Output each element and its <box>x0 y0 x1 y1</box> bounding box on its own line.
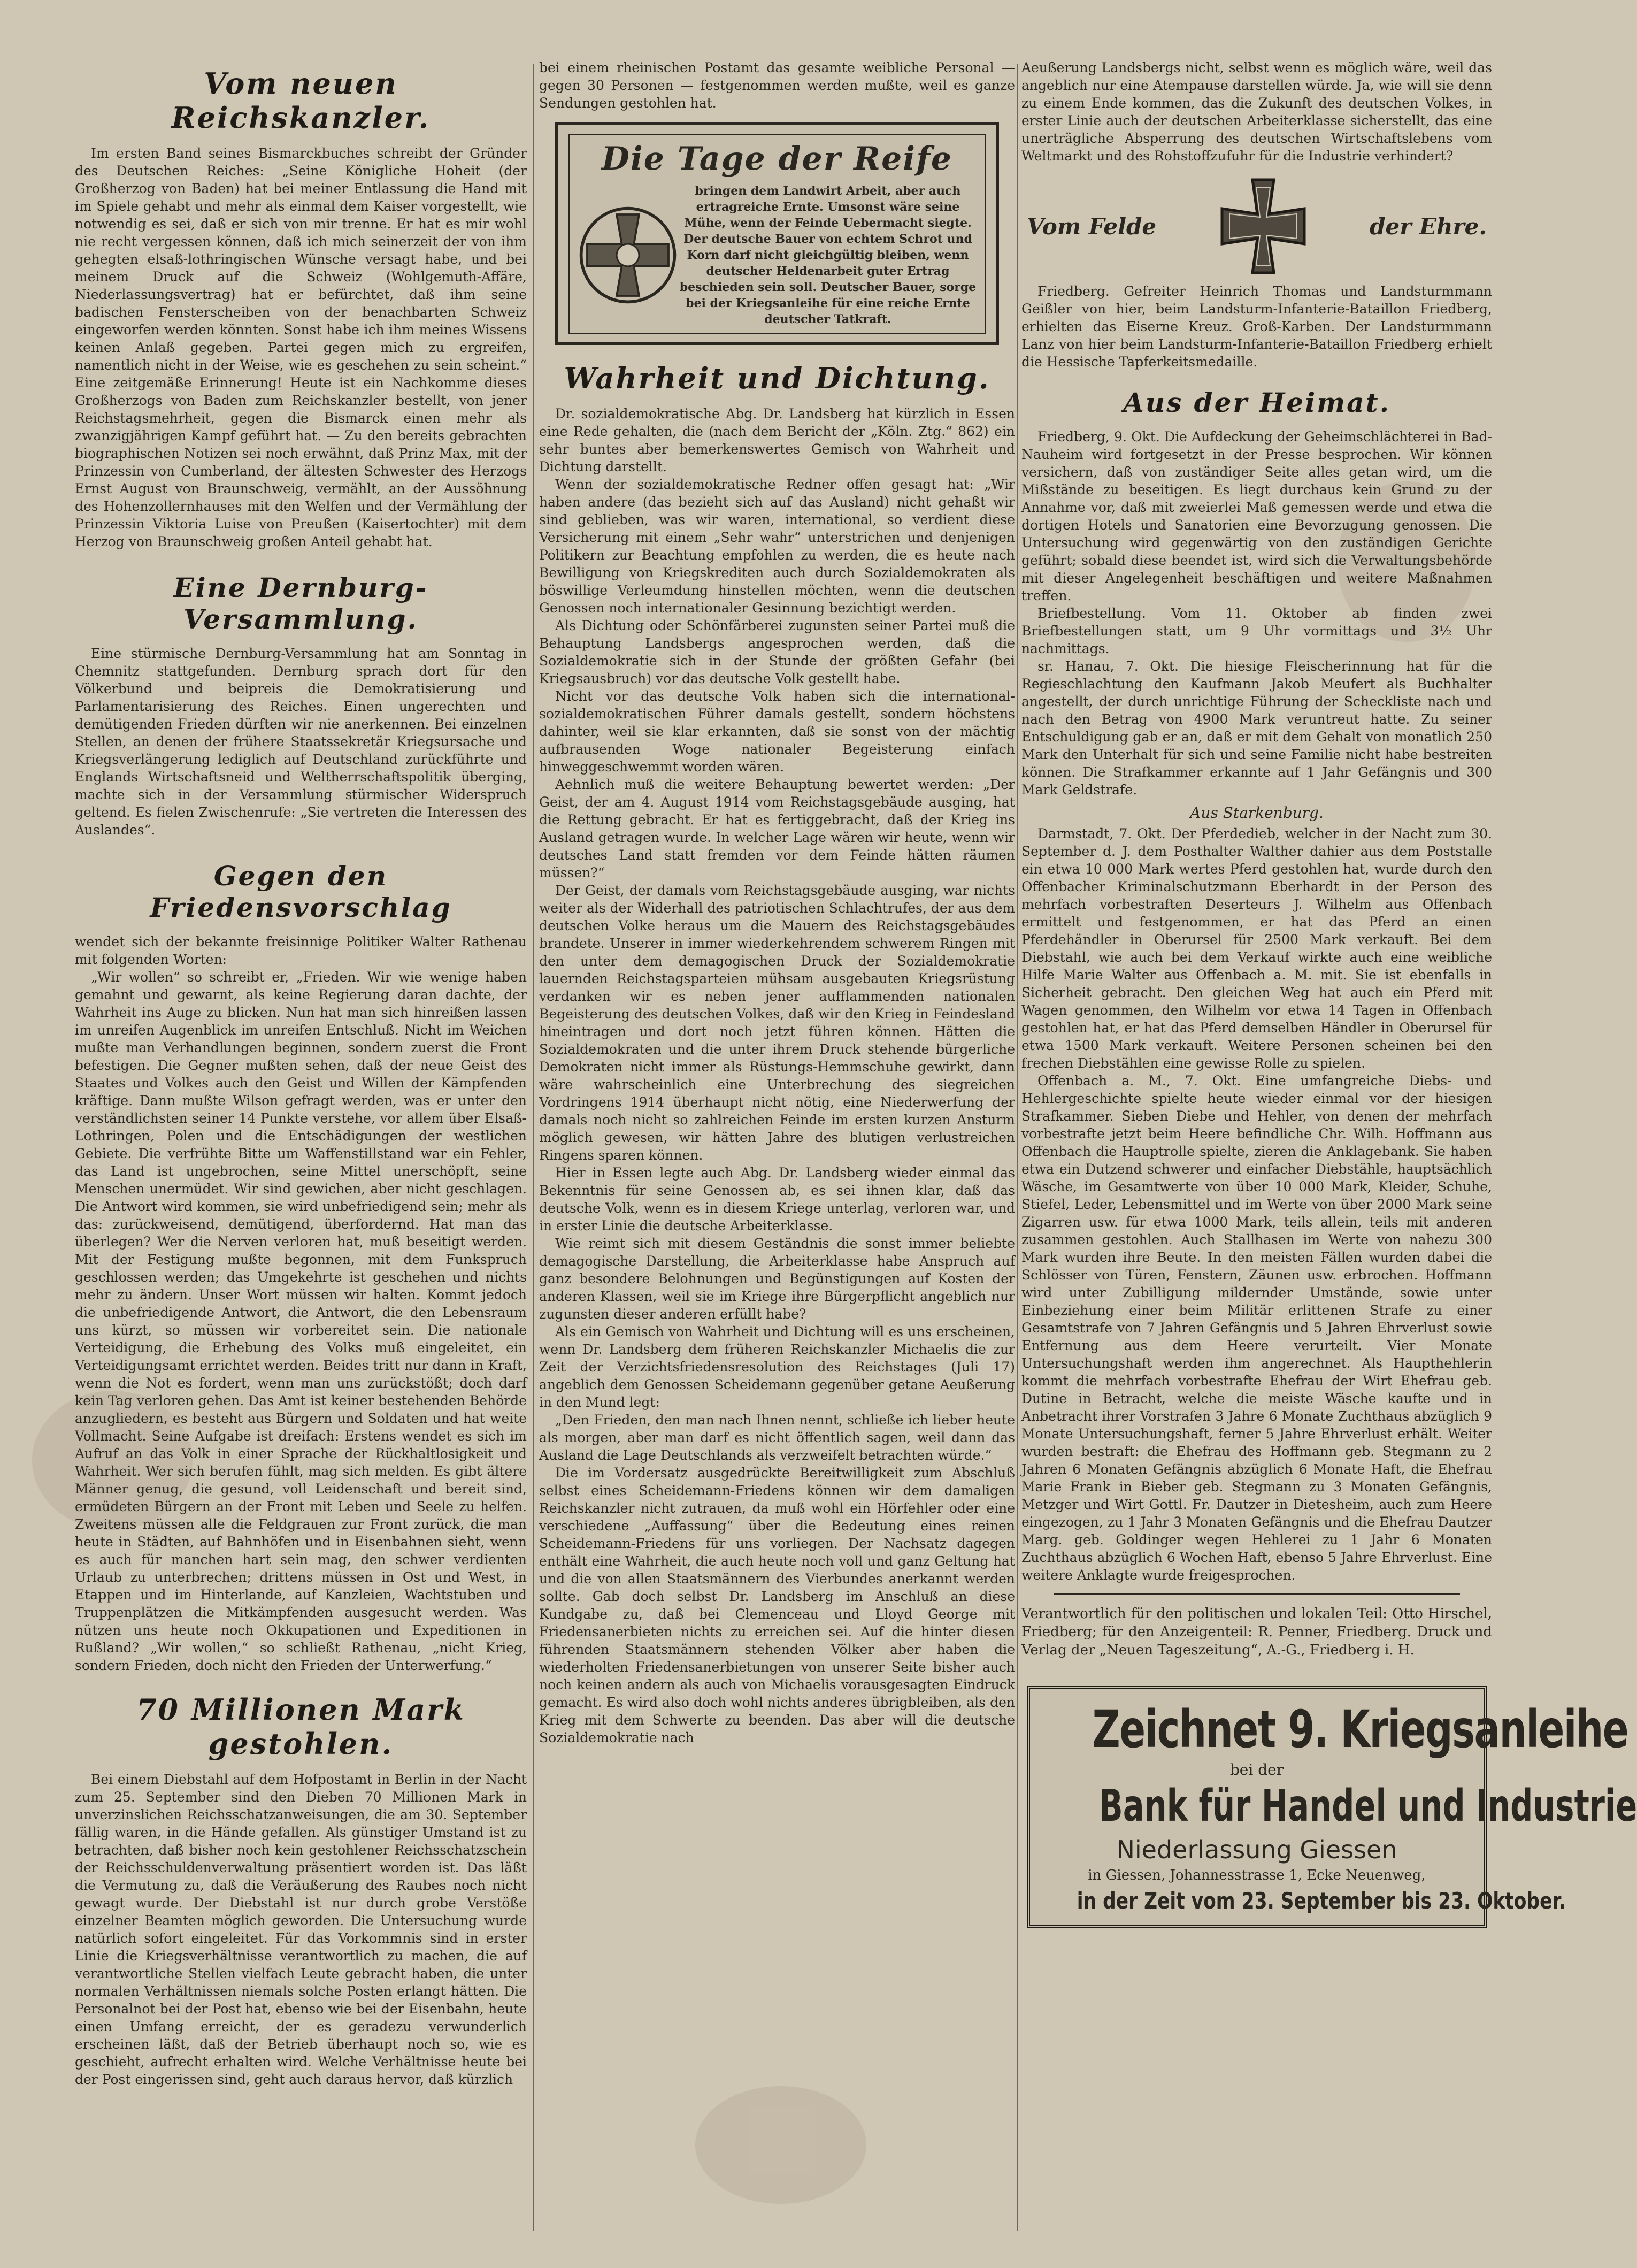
article-text-wahrheit-6: Der Geist, der damals vom Reichstagsgebäude ausging, war nichts weiter als der Widerhall des patriotischen Schlachtrufes, der aus dem deutschen Volke heraus um die Mauern des Reichstagsgebäudes brandete. Unserer in immer wiederkehrendem schwerem Ringen mit den unter dem demagogischen Druck der Sozialdemokratie lauernden Reichstagsparteien mühsam ausgebauten Kriegsrüstung verdanken wir es neben jener aufflammenden nationalen Begeisterung des deutschen Volkes, daß wir den Krieg in Feindesland hineintragen und dort noch jetzt führen können. Hätten die Sozialdemokraten und die unter ihrem Druck stehende bürgerliche Demokraten nicht immer als Rüstungs-Hemmschuhe gewirkt, dann wäre wahrscheinlich eine Unterbrechung des siegreichen Vordringens 1914 überhaupt nicht nötig, eine Niederwerfung der damals noch nicht so zahlreichen Feinde im ersten kurzen Ansturm möglich gewesen, wir hätten Jahre des blutigen verlustreichen Ringens sparen können. <box>539 883 1015 1163</box>
bank-ad-branch: Niederlassung Giessen <box>1116 1835 1397 1864</box>
section-title-heimat: Aus der Heimat. <box>1123 387 1391 418</box>
bank-ad-bei-der: bei der <box>1229 1761 1284 1779</box>
column-1 <box>75 59 527 2231</box>
section-title-left: Vom Felde <box>1027 213 1157 240</box>
article-text-wahrheit-7: Hier in Essen legte auch Abg. Dr. Landsberg wieder einmal das Bekenntnis für seine Genossen ab, es sei ihnen klar, daß das deutsche Volk, wenn es in diesem Kriege unterlag, verloren war, und in erster Linie die deutsche Arbeiterklasse. <box>539 1165 1015 1233</box>
column-rule-2 <box>1017 64 1018 2231</box>
article-text-wahrheit-2: Wenn der sozialdemokratische Redner offen gesagt hat: „Wir haben andere (das bezieht sich auf das Ausland) nicht gehaßt wir sind geblieben, was wir waren, international, so verdient diese Versicherung mit einem „Sehr wahr“ unterstrichen und denjenigen Politikern zur Beachtung empfohlen zu werden, die es heute nach Bewilligung von Kriegskrediten auch durch Sozialdemokraten als böswillige Verleumdung hinstellen möchten, wenn die deutschen Genossen noch internationaler Gesinnung bezichtigt werden. <box>539 477 1015 616</box>
iron-cross-seal-icon <box>577 204 679 306</box>
article-text-friedensvorschlag: „Wir wollen“ so schreibt er, „Frieden. Wir wie wenige haben gemahnt und gewarnt, als keine Regierung daran dachte, der Wahrheit ins Auge zu blicken. Nun hat man sich hinreißen lassen im unreifen Augenblick im unreifen Entschluß. Nicht im Weichen mußte man Verhandlungen beginnen, sondern zuerst die Front befestigen. Die Gegner mußten sehen, daß der neue Geist des Staates und Volkes auch den Geist und Willen der Kämpfenden kräftige. Dann mußte Wilson gefragt werden, was er unter den verständlichsten seiner 14 Punkte verstehe, vor allem über Elsaß-Lothringen, Polen und die Entschädigungen der westlichen Gebiete. Die verfrühte Bitte um Waffenstillstand war ein Fehler, das Land ist ungebrochen, seine Mittel unerschöpft, seine Menschen unermüdet. Wir sind gewichen, aber nicht geschlagen. Die Antwort wird kommen, sie wird unbefriedigend sein; mehr als das: zurückweisend, demütigend, überfordernd. Hat man das überlegen? Wer die Nerven verloren hat, muß beseitigt werden. Mit der Festigung mußte begonnen, mit dem Funkspruch geschlossen werden; das Umgekehrte ist geschehen und nichts mehr zu ändern. Unser Wort müssen wir halten. Kommt jedoch die unbefriedigende Antwort, die Antwort, die den Lebensraum uns kürzt, so müssen wir vorbereitet sein. Die nationale Verteidigung, die Erhebung des Volks muß eingeleitet, ein Verteidigungsamt errichtet werden. Beides tritt nur dann in Kraft, wenn die Not es fordert, wenn man uns zurückstößt; doch darf kein Tag verloren gehen. Das Amt ist keiner bestehenden Behörde anzugliedern, es besteht aus Bürgern und Soldaten und hat weite Vollmacht. Seine Aufgabe ist dreifach: Erstens wendet es sich im Aufruf an das Volk in einer Sprache der Rückhaltlosigkeit und Wahrheit. Wer sich berufen fühlt, mag sich melden. Es gibt ältere Männer genug, die gesund, voll Leidenschaft und bereit sind, ermüdeten Bürgern an der Front mit Leben und Seele zu helfen. Zweitens müssen alle die Feldgrauen zur Front zurück, die man heute in Städten, auf Bahnhöfen und in Eisenbahnen sieht, wenn es auch für manchen hart sein mag, den schwer verdienten Urlaub zu unterbrechen; drittens müssen in Ost und West, in Etappen und im Hinterlande, auf Kanzleien, Wachtstuben und Truppenplätzen die Mitkämpfenden ausgesucht werden. Was nützen uns heute noch Okkupationen und Expeditionen in Rußland? „Wir wollen,“ so schließt Rathenau, „nicht Krieg, sondern Frieden, doch nicht den Frieden der Unterwerfung.“ <box>75 969 527 1673</box>
article-title-dernburg: Eine Dernburg-Versammlung. <box>173 572 428 635</box>
bank-war-bond-ad <box>1027 1686 1637 1928</box>
imprint: Verantwortlich für den politischen und lokalen Teil: Otto Hirschel, Friedberg; für den Anzeigenteil: R. Penner, Friedberg. Druck und Verlag der „Neuen Tageszeitung“, A.-G., Friedberg i. H. <box>1021 1606 1492 1658</box>
local-news-friedberg: Friedberg, 9. Okt. Die Aufdeckung der Geheimschlächterei in Bad-Nauheim wird fortgesetzt in der Presse besprochen. Wir können versichern, daß von zuständiger Seite alles getan wird, um die Mißstände zu beseitigen. Es liegt durchaus kein Grund zu der Annahme vor, daß mit zweierlei Maß gemessen werde und etwa die dortigen Hotels und Sanatorien eine Bevorzugung genossen. Die Untersuchung wird gegenwärtig von den zuständigen Gerichte geführt; sobald diese beendet ist, wird sich die Verwaltungsbehörde mit dieser Angelegenheit beschäftigen und weitere Maßnahmen treffen. <box>1021 429 1492 603</box>
article-text-wahrheit-8: Wie reimt sich mit diesem Geständnis die sonst immer beliebte demagogische Darstellung, die Arbeiterklasse habe Anspruch auf ganz besondere Belohnungen und Begünstigungen auf Kosten der anderen Klassen, weil sie im Kriege ihre Bürgerpflicht angeblich nur zugunsten dieser anderen erfüllt habe? <box>539 1236 1015 1322</box>
article-text-wahrheit-1: Dr. sozialdemokratische Abg. Dr. Landsberg hat kürzlich in Essen eine Rede gehalten, die (nach dem Bericht der „Köln. Ztg.“ 862) ein sehr buntes aber bemerkenswertes Gemisch von Wahrheit und Dichtung darstellt. <box>539 406 1015 474</box>
article-title-reichskanzler: Vom neuen Reichskanzler. <box>171 66 431 135</box>
article-text-wahrheit-3: Als Dichtung oder Schönfärberei zugunsten seiner Partei muß die Behauptung Landsbergs angesprochen werden, daß die Sozialdemokratie sich in der Stunde der größten Gefahr (bei Kriegsausbruch) vor das deutsche Volk gestellt habe. <box>539 618 1015 686</box>
article-text-reichskanzler: Im ersten Band seines Bismarckbuches schreibt der Gründer des Deutschen Reiches: „Seine Königliche Hoheit (der Großherzog von Baden) hat bei meiner Entlassung die Hand mit im Spiele gehabt und mehr als einmal dem Kaiser vorgestellt, wie notwendig es sei, daß er sich von mir trenne. Er hat es mir wohl nie recht vergessen können, daß ich mich seinerzeit der von ihm gehegten elsaß-lothringischen Wünsche versagt habe, und bei meinem Druck auf die Schweiz (Wohlgemuth-Affäre, Niederlassungsvertrag) hat er befürchtet, daß ihm seine badischen Fensterscheiben von der benachbarten Schweiz eingeworfen werden könnten. Sonst habe ich ihm meines Wissens keinen Anlaß gegeben. Partei gegen mich zu ergreifen, namentlich nicht in der Weise, wie es geschehen zu sein scheint.“ Eine zeitgemäße Erinnerung! Heute ist ein Nachkomme dieses Großherzogs von Baden zum Reichskanzler bestellt, von jener Reichstagsmehrheit, gegen die Bismarck einen mehr als zwanzigjährigen Kampf geführt hat. — Zu den bereits gebrachten biographischen Notizen sei noch erwähnt, daß Prinz Max, mit der Prinzessin von Cumberland, der ältesten Schwester des Herzogs Ernst August von Braunschweig, vermählt, an der Aussöhnung des Hohenzollernhauses mit den Welfen und der Vermählung der Prinzessin Viktoria Luise von Preußen (Kaisertochter) mit dem Herzog von Braunschweig großen Anteil gehabt hat. <box>75 145 527 549</box>
article-text-wahrheit-4: Nicht vor das deutsche Volk haben sich die international-sozialdemokratischen Führer damals gestellt, sondern höchstens dahinter, weil sie klar erkannten, daß sie sonst von der mächtig aufbrausenden Woge nationaler Begeisterung einfach hinweggeschwemmt worden wären. <box>539 688 1015 775</box>
bank-ad-headline: Zeichnet 9. Kriegsanleihe <box>1092 1699 1628 1759</box>
bank-ad-address: in Giessen, Johannesstrasse 1, Ecke Neuenweg, <box>1088 1867 1426 1883</box>
article-text-wahrheit-5: Aehnlich muß die weitere Behauptung bewertet werden: „Der Geist, der am 4. August 1914 vom Reichstagsgebäude ausging, hat die Rettung gebracht. Er hat es fertiggebracht, daß der Krieg ins Ausland getragen wurde. In welcher Lage wären wir heute, wenn wir deutsches Land statt fremden vor dem Feinde hätten räumen müssen?“ <box>539 777 1015 880</box>
bank-ad-bank-name: Bank für Handel und Industrie <box>1098 1781 1637 1832</box>
section-title-vom-felde <box>1027 175 1487 277</box>
local-news-hanau: sr. Hanau, 7. Okt. Die hiesige Fleischerinnung hat für die Regieschlachtung den Kaufmann Jakob Meufert als Buchhalter angestellt, der durch unrichtige Führung der Scheckliste nach und nach den Betrag von 4900 Mark veruntreut hatte. Zu seiner Entschuldigung gab er an, daß er mit dem Gehalt von monatlich 250 Mark den Unterhalt für sich und seine Familie nicht habe bestreiten können. Die Strafkammer erkannte auf 1 Jahr Gefängnis und 300 Mark Geldstrafe. <box>1021 658 1492 798</box>
article-text-wahrheit-9: Als ein Gemisch von Wahrheit und Dichtung will es uns erscheinen, wenn Dr. Landsberg dem früheren Reichskanzler Michaelis die zur Zeit der Verzichtsfriedensresolution des Reichstages (Juli 17) angeblich dem Genossen Scheidemann gegenüber getane Aeußerung in den Mund legt: <box>539 1324 1015 1410</box>
subsection-starkenburg: Aus Starkenburg. <box>1190 804 1324 822</box>
ad-text: bringen dem Landwirt Arbeit, aber auch ertragreiche Ernte. Umsonst wäre seine Mühe, wenn der Feinde Uebermacht siegte. Der deutsche Bauer von echtem Schrot und Korn darf nicht gleichgültig bleiben, wenn deutscher Heldenarbeit guter Ertrag beschieden sein soll. Deutscher Bauer, sorge bei der Kriegsanleihe für eine reiche Ernte deutscher Tatkraft. <box>679 184 977 326</box>
article-text-wahrheit-10: „Den Frieden, den man nach Ihnen nennt, schließe ich lieber heute als morgen, aber man darf es nicht öffentlich sagen, weil dann das Ausland die Lage Deutschlands als verzweifelt betrachten würde.“ <box>539 1412 1015 1463</box>
war-bond-ad-reife <box>555 122 999 345</box>
article-text-wahrheit-11: Die im Vordersatz ausgedrückte Bereitwilligkeit zum Abschluß selbst eines Scheidemann-Friedens können wir dem damaligen Reichskanzler nicht zutrauen, da muß wohl ein Hörfehler oder eine verschiedene „Auffassung“ über die Bedeutung eines reinen Scheidemann-Friedens für uns vorliegen. Der Nachsatz dagegen enthält eine Wahrheit, die auch heute noch voll und ganz Geltung hat und die von allen Staatsmännern des Vierbundes anerkannt werden sollte. Gab doch selbst Dr. Landsberg im Anschluß an diese Kundgabe zu, daß bei Clemenceau und Lloyd George mit Friedensanerbieten nichts zu erreichen sei. Auf die hinter diesen führenden Staatsmännern stehenden Völker aber haben die wiederholten Friedensanerbietungen von unserer Seite bisher auch noch keinen andern als auch von Michaelis vorausgesagten Eindruck gemacht. Es wird also doch wohl nichts anderes übrigbleiben, als den Krieg mit dem Schwerte zu beenden. Das aber will die deutsche Sozialdemokratie nach <box>539 1465 1015 1745</box>
article-intro-friedensvorschlag: wendet sich der bekannte freisinnige Politiker Walter Rathenau mit folgenden Worten: <box>75 934 527 967</box>
local-news-briefbestellung: Briefbestellung. Vom 11. Oktober ab finden zwei Briefbestellungen statt, um 9 Uhr vormittags und 3½ Uhr nachmittags. <box>1021 606 1492 656</box>
column-rule-1 <box>533 64 534 2231</box>
ad-title: Die Tage der Reife <box>601 140 953 178</box>
article-title-friedensvorschlag: Gegen den Friedensvorschlag <box>150 860 452 923</box>
section-title-right: der Ehre. <box>1370 213 1487 240</box>
continued-text-post: bei einem rheinischen Postamt das gesamte weibliche Personal — gegen 30 Personen — festgenommen werden mußte, weil es ganze Sendungen gestohlen hat. <box>539 60 1015 111</box>
continued-text-landsberg: Aeußerung Landsbergs nicht, selbst wenn es möglich wäre, weil das angeblich nur eine Atempause darstellen würde. Ja, wie will sie denn zu einem Ende kommen, das die Zukunft des deutschen Volkes, in erster Linie auch der deutschen Arbeiterklasse sicherstellt, das eine unerträgliche Absperrung des deutschen Wirtschaftslebens vom Weltmarkt und des Rohstoffzufuhr für die Industrie verhindert? <box>1021 60 1492 164</box>
article-title-wahrheit: Wahrheit und Dichtung. <box>564 361 990 395</box>
article-text-70-millionen: Bei einem Diebstahl auf dem Hofpostamt in Berlin in der Nacht zum 25. September sind den Dieben 70 Millionen Mark in unverzinslichen Reichsschatzanweisungen, die am 30. September fällig waren, in die Hände gefallen. Als günstiger Umstand ist zu betrachten, daß bisher noch kein gestohlener Reichsschatzschein der Reichsschuldenverwaltung präsentiert worden ist. Das läßt die Vermutung zu, daß die Veräußerung des Raubes noch nicht gewagt wurde. Der Diebstahl ist nur durch grobe Verstöße einzelner Beamten möglich geworden. Die Untersuchung wurde natürlich sofort eingeleitet. Für das Vorkommnis sind in erster Linie die Kriegsverhältnisse verantwortlich zu machen, die auf verantwortliche Stellen vielfach Leute gebracht haben, die unter normalen Verhältnissen niemals solche Posten erlangt hätten. Die Personalnot bei der Post hat, ebenso wie bei der Eisenbahn, heute einen Umfang erreicht, der es geradezu verwunderlich erscheinen läßt, daß der Betrieb überhaupt noch so, wie es geschieht, aufrecht erhalten wird. Welche Verhältnisse heute bei der Post eingerissen sind, geht auch daraus hervor, daß kürzlich <box>75 1772 527 2087</box>
column-2 <box>539 59 1015 2231</box>
column-3 <box>1021 59 1637 2231</box>
bank-ad-period: in der Zeit vom 23. September bis 23. Oktober. <box>1077 1888 1566 1914</box>
divider <box>1054 1593 1460 1595</box>
article-text-vom-felde: Friedberg. Gefreiter Heinrich Thomas und Landsturmmann Geißler von hier, beim Landsturm-Infanterie-Bataillon Friedberg, erhielten das Eiserne Kreuz. Groß-Karben. Der Landsturmmann Lanz von hier beim Landsturm-Infanterie-Bataillon Friedberg erhielt die Hessische Tapferkeitsmedaille. <box>1021 284 1492 370</box>
local-news-offenbach: Offenbach a. M., 7. Okt. Eine umfangreiche Diebs- und Hehlergeschichte spielte heute wieder einmal vor der hiesigen Strafkammer. Sieben Diebe und Hehler, von denen der mehrfach vorbestrafte jetzt beim Heere befindliche Chr. Wilh. Hoffmann aus Offenbach die Hauptrolle spielte, zieren die Anklagebank. Sie haben etwa ein Dutzend schwerer und einfacher Diebstähle, hauptsächlich Wäsche, im Gesamtwerte von über 10 000 Mark, Kleider, Schuhe, Stiefel, Leder, Lebensmittel und im Werte von über 2000 Mark seine Zigarren usw. für etwa 1000 Mark, teils allein, teils mit anderen zusammen gestohlen. Auch Stallhasen im Werte von nahezu 300 Mark wurden ihre Beute. In den meisten Fällen wurden dabei die Schlösser von Türen, Fenstern, Zäunen usw. erbrochen. Hoffmann wird unter Zubilligung mildernder Umstände, sowie unter Einbeziehung einer beim Militär erlittenen Strafe zu einer Gesamtstrafe von 7 Jahren Gefängnis und 5 Jahren Ehrverlust sowie Entfernung aus dem Heere verurteilt. Vier Monate Untersuchungshaft werden ihm angerechnet. Als Haupthehlerin kommt die mehrfach vorbestrafte Ehefrau der Wirt Ehefrau geb. Dutine in Betracht, welche die meiste Wäsche kaufte und in Anbetracht ihrer Vorstrafen 3 Jahre 6 Monate Zuchthaus abzüglich 9 Monate Untersuchungshaft, ferner 5 Jahre Ehrverlust erhält. Weiter wurden bestraft: die Ehefrau des Hoffmann geb. Stegmann zu 2 Jahren 6 Monaten Gefängnis abzüglich 6 Monate Haft, die Ehefrau Marie Frank in Bieber geb. Stegmann zu 3 Monaten Gefängnis, Metzger und Wirt Gottl. Fr. Dautzer in Dietesheim, auch zum Heere eingezogen, zu 1 Jahr 3 Monaten Gefängnis und die Ehefrau Dautzer Marg. geb. Goldinger wegen Hehlerei zu 1 Jahr 6 Monaten Zuchthaus abzüglich 6 Wochen Haft, ebenso 5 Jahre Ehrverlust. Eine weitere Anklagte wurde freigesprochen. <box>1021 1073 1492 1583</box>
iron-cross-icon <box>1218 175 1309 277</box>
article-title-70-millionen: 70 Millionen Mark gestohlen. <box>136 1692 466 1761</box>
article-text-dernburg: Eine stürmische Dernburg-Versammlung hat am Sonntag in Chemnitz stattgefunden. Dernburg sprach dort für den Völkerbund und beipreis die Demokratisierung und Parlamentarisierung des Reiches. Einen ungerechten und demütigenden Frieden dürften wir nie anerkennen. Bei einzelnen Stellen, an denen der frühere Staatssekretär Kriegsursache und Kriegsverlängerung lediglich auf Deutschland zurückführte und Englands Wirtschaftsneid und Weltherrschaftspolitik überging, machte sich in der Versammlung stürmischer Widerspruch geltend. Es fielen Zwischenrufe: „Sie vertreten die Interessen des Auslandes“. <box>75 646 527 838</box>
local-news-darmstadt: Darmstadt, 7. Okt. Der Pferdedieb, welcher in der Nacht zum 30. September d. J. dem Posthalter Walther dahier aus dem Poststalle ein etwa 10 000 Mark wertes Pferd gestohlen hat, wurde durch den Offenbacher Kriminalschutzmann Eberhardt in der Person des mehrfach vorbestraften Deserteurs J. Wilhelm aus Offenbach ermittelt und festgenommen, er hat das Pferd an einen Pferdehändler in Oberursel für 2500 Mark verkauft. Bei dem Diebstahl, wie auch bei dem Verkauf wirkte auch eine weibliche Hilfe Marie Walter aus Offenbach a. M. mit. Sie ist ebenfalls in Sicherheit gebracht. Den gleichen Weg hat auch ein Pferd mit Wagen genommen, den Wilhelm vor etwa 14 Tagen in Offenbach gestohlen hat, er hat das Pferd demselben Händler in Oberursel für etwa 1500 Mark verkauft. Weitere Personen scheinen bei den frechen Diebstählen eine gewisse Rolle zu spielen. <box>1021 826 1492 1071</box>
